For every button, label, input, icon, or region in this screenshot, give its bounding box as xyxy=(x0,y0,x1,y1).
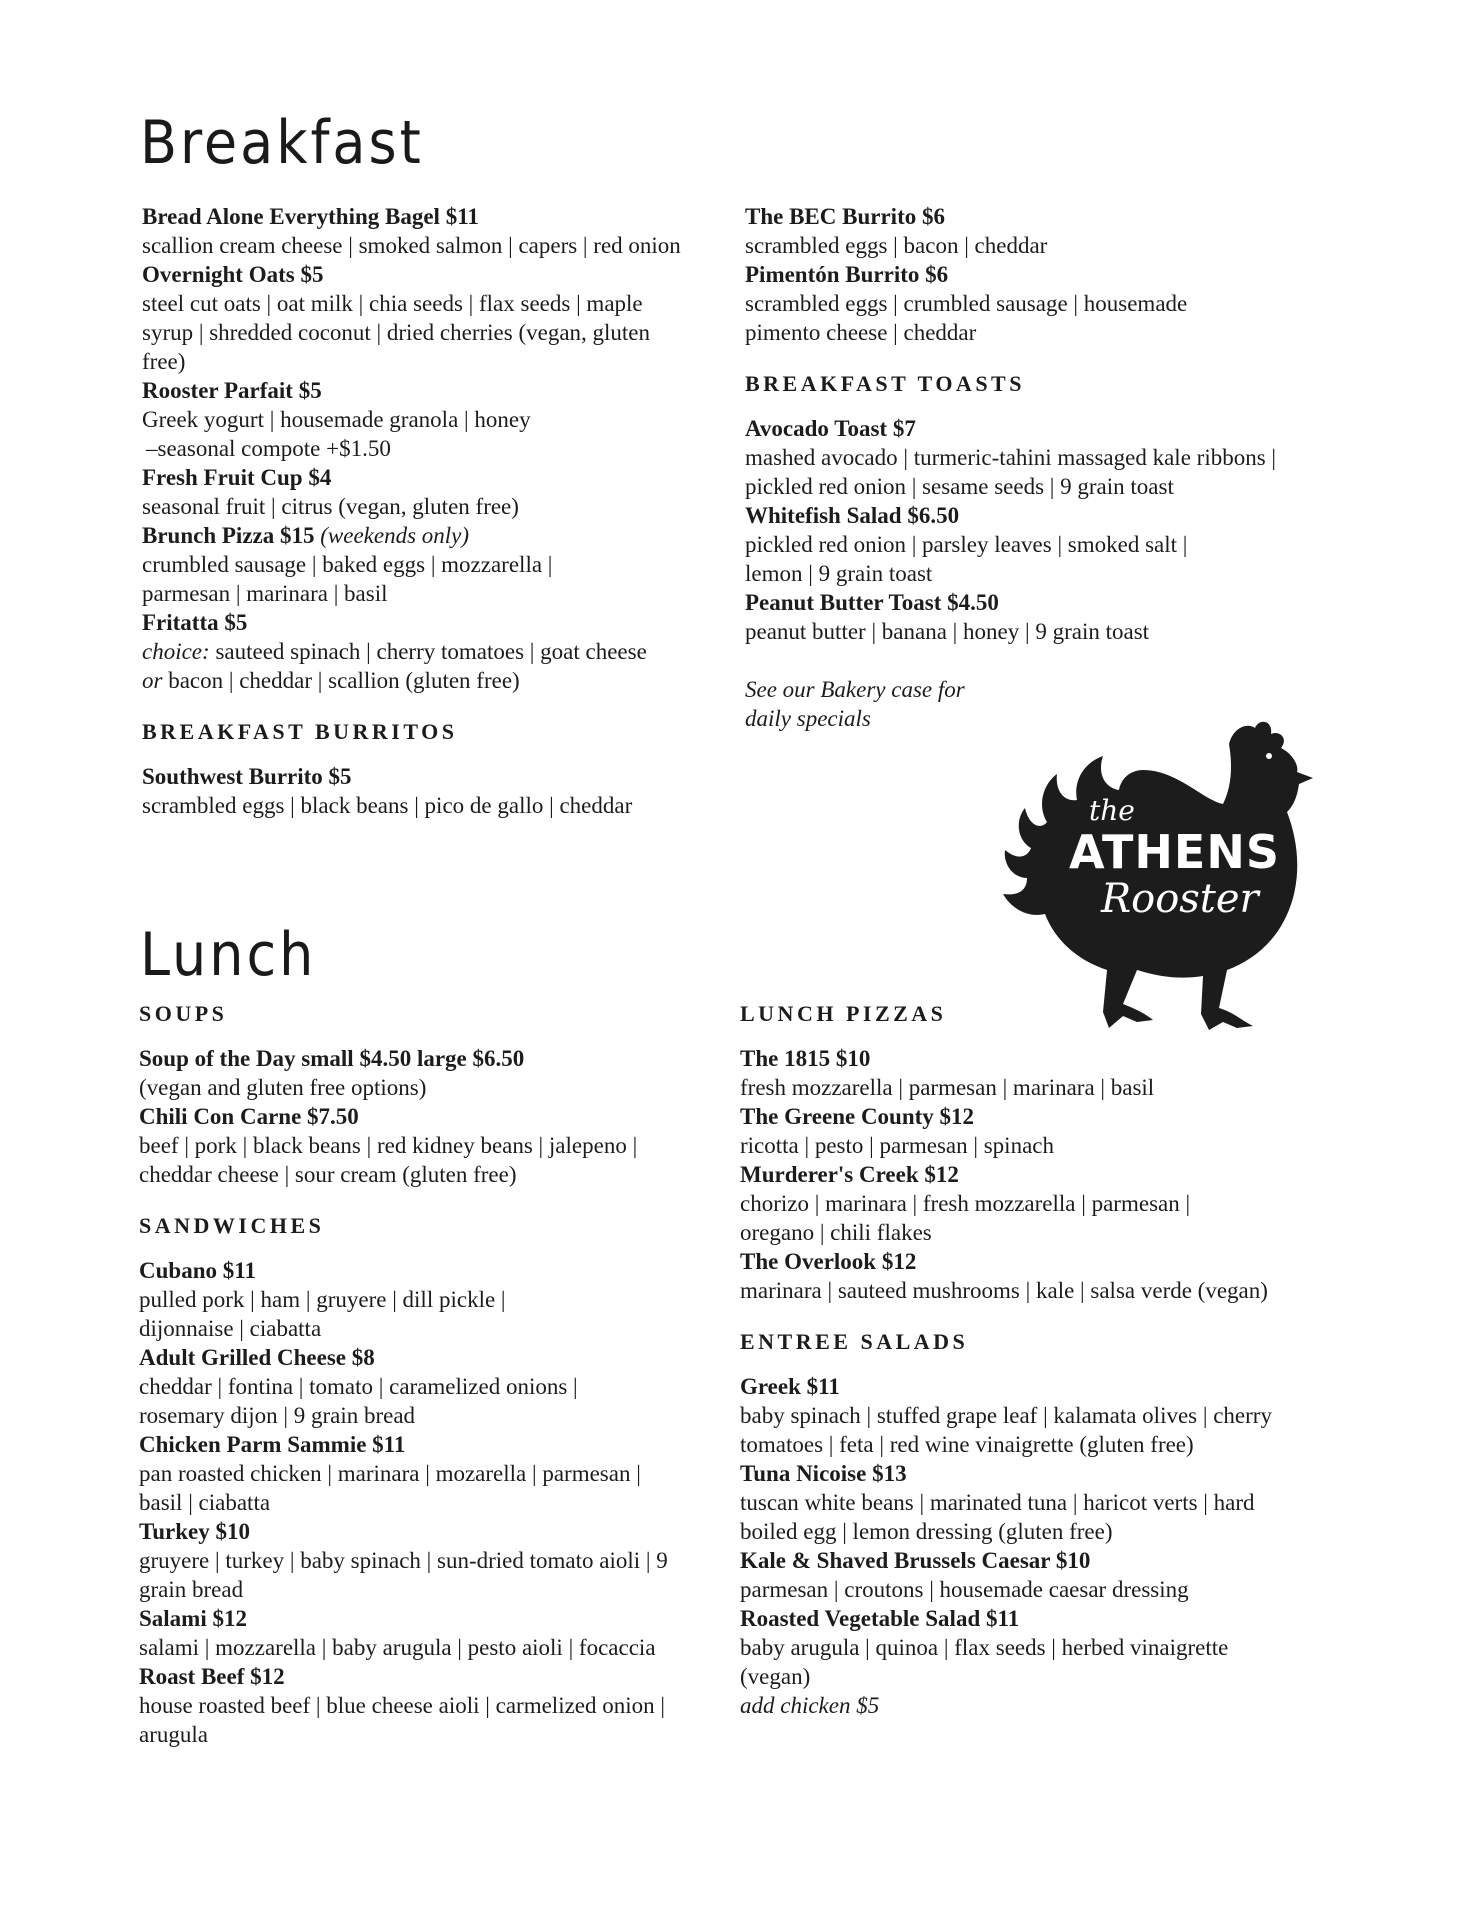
item-desc: mashed avocado | turmeric-tahini massaged kale ribbons | pickled red onion | sesame seeds | 9 grain toast xyxy=(745,445,1277,499)
item-desc: bacon | cheddar | scallion (gluten free) xyxy=(168,668,520,693)
item-desc: steel cut oats | oat milk | chia seeds | flax seeds | maple syrup | shredded coconut | dried cherries (vegan, gluten free) xyxy=(142,291,651,374)
lunch-title: Lunch xyxy=(140,920,317,990)
item-name: Overnight Oats $5 xyxy=(142,262,324,287)
item-desc: chorizo | marinara | fresh mozzarella | parmesan | oregano | chili flakes xyxy=(740,1191,1191,1245)
section-heading: SANDWICHES xyxy=(139,1213,325,1238)
item-name: Salami $12 xyxy=(139,1606,247,1631)
menu-item xyxy=(139,1517,699,1604)
lunch-left-column xyxy=(139,1000,699,1749)
logo-the: the xyxy=(1089,794,1135,827)
item-name: Murderer's Creek $12 xyxy=(740,1162,959,1187)
item-desc: baby arugula | quinoa | flax seeds | herbed vinaigrette (vegan) xyxy=(740,1635,1229,1689)
item-desc: pulled pork | ham | gruyere | dill pickle | dijonnaise | ciabatta xyxy=(139,1287,506,1341)
menu-item xyxy=(139,1604,699,1662)
item-name: Bread Alone Everything Bagel $11 xyxy=(142,204,479,229)
add-chicken-note: add chicken $5 xyxy=(740,1693,880,1718)
item-desc: pickled red onion | parsley leaves | smoked salt | lemon | 9 grain toast xyxy=(745,532,1188,586)
section-heading: LUNCH PIZZAS xyxy=(740,1001,947,1026)
section-heading: ENTREE SALADS xyxy=(740,1329,969,1354)
item-desc: Greek yogurt | housemade granola | honey xyxy=(142,407,531,432)
menu-item xyxy=(740,1044,1295,1102)
menu-item xyxy=(745,202,1290,260)
menu-item xyxy=(740,1372,1295,1459)
item-desc: (vegan and gluten free options) xyxy=(139,1075,427,1100)
menu-item xyxy=(740,1604,1295,1691)
item-desc: seasonal fruit | citrus (vegan, gluten free) xyxy=(142,494,519,519)
item-desc: fresh mozzarella | parmesan | marinara | basil xyxy=(740,1075,1155,1100)
menu-item xyxy=(139,1343,699,1430)
section-heading: SOUPS xyxy=(139,1001,228,1026)
item-name: The Greene County $12 xyxy=(740,1104,975,1129)
item-name: The Overlook $12 xyxy=(740,1249,917,1274)
item-name: The BEC Burrito $6 xyxy=(745,204,945,229)
menu-item xyxy=(142,463,712,521)
bakery-note: See our Bakery case for daily specials xyxy=(745,677,965,731)
menu-item xyxy=(139,1102,699,1189)
menu-item xyxy=(740,1247,1295,1305)
menu-item xyxy=(745,501,1290,588)
menu-item xyxy=(740,1546,1295,1604)
item-name: Peanut Butter Toast $4.50 xyxy=(745,590,999,615)
item-name: Pimentón Burrito $6 xyxy=(745,262,949,287)
item-name: Adult Grilled Cheese $8 xyxy=(139,1345,375,1370)
menu-item xyxy=(142,608,712,695)
menu-item xyxy=(142,521,712,608)
item-name: Tuna Nicoise $13 xyxy=(740,1461,907,1486)
item-name: Cubano $11 xyxy=(139,1258,256,1283)
item-name: The 1815 $10 xyxy=(740,1046,871,1071)
or-label: or xyxy=(142,668,163,693)
item-desc: marinara | sauteed mushrooms | kale | salsa verde (vegan) xyxy=(740,1278,1268,1303)
item-desc: parmesan | croutons | housemade caesar dressing xyxy=(740,1577,1189,1602)
logo-rooster: Rooster xyxy=(1101,876,1259,922)
item-desc-line xyxy=(142,637,712,666)
menu-item xyxy=(745,588,1290,646)
item-name: Chicken Parm Sammie $11 xyxy=(139,1432,406,1457)
menu-item xyxy=(740,1102,1295,1160)
item-name: Turkey $10 xyxy=(139,1519,250,1544)
menu-item xyxy=(740,1160,1295,1247)
item-name: Fritatta $5 xyxy=(142,610,248,635)
breakfast-title: Breakfast xyxy=(140,108,424,178)
item-note: (weekends only) xyxy=(320,523,470,548)
item-desc: scrambled eggs | black beans | pico de gallo | cheddar xyxy=(142,793,633,818)
item-desc: peanut butter | banana | honey | 9 grain toast xyxy=(745,619,1150,644)
item-name: Soup of the Day small $4.50 large $6.50 xyxy=(139,1046,525,1071)
menu-item xyxy=(142,762,712,820)
breakfast-right-column xyxy=(745,202,1290,733)
breakfast-left-column xyxy=(142,202,712,820)
item-desc: gruyere | turkey | baby spinach | sun-dried tomato aioli | 9 grain bread xyxy=(139,1548,668,1602)
item-name: Chili Con Carne $7.50 xyxy=(139,1104,359,1129)
menu-item xyxy=(139,1430,699,1517)
menu-item xyxy=(142,202,712,260)
item-desc: scrambled eggs | crumbled sausage | housemade pimento cheese | cheddar xyxy=(745,291,1188,345)
item-name: Roasted Vegetable Salad $11 xyxy=(740,1606,1020,1631)
menu-item xyxy=(139,1044,699,1102)
item-desc: sauteed spinach | cherry tomatoes | goat cheese xyxy=(215,639,647,664)
menu-item xyxy=(745,260,1290,347)
item-desc-line xyxy=(142,666,712,695)
menu-item xyxy=(740,1459,1295,1546)
item-desc: baby spinach | stuffed grape leaf | kalamata olives | cherry tomatoes | feta | red wine vinaigrette (gluten free) xyxy=(740,1403,1272,1457)
section-heading: BREAKFAST TOASTS xyxy=(745,371,1025,396)
menu-item xyxy=(142,376,712,463)
menu-item xyxy=(139,1662,699,1749)
item-desc: crumbled sausage | baked eggs | mozzarella | parmesan | marinara | basil xyxy=(142,552,553,606)
item-desc: scrambled eggs | bacon | cheddar xyxy=(745,233,1048,258)
logo-athens: ATHENS xyxy=(1069,825,1280,879)
item-name: Rooster Parfait $5 xyxy=(142,378,322,403)
item-desc: house roasted beef | blue cheese aioli | carmelized onion | arugula xyxy=(139,1693,665,1747)
item-name: Roast Beef $12 xyxy=(139,1664,285,1689)
section-heading: BREAKFAST BURRITOS xyxy=(142,719,458,744)
item-desc: pan roasted chicken | marinara | mozarella | parmesan | basil | ciabatta xyxy=(139,1461,641,1515)
item-desc: ricotta | pesto | parmesan | spinach xyxy=(740,1133,1054,1158)
item-name: Brunch Pizza $15 xyxy=(142,523,315,548)
item-name: Fresh Fruit Cup $4 xyxy=(142,465,332,490)
item-name: Southwest Burrito $5 xyxy=(142,764,352,789)
menu-item xyxy=(142,260,712,376)
menu-item xyxy=(139,1256,699,1343)
item-name: Whitefish Salad $6.50 xyxy=(745,503,960,528)
item-desc: salami | mozzarella | baby arugula | pesto aioli | focaccia xyxy=(139,1635,656,1660)
item-desc: beef | pork | black beans | red kidney beans | jalepeno | cheddar cheese | sour cream (gluten free) xyxy=(139,1133,638,1187)
rooster-logo xyxy=(997,708,1331,1048)
item-desc: cheddar | fontina | tomato | caramelized onions | rosemary dijon | 9 grain bread xyxy=(139,1374,578,1428)
menu-item xyxy=(745,414,1290,501)
item-desc: tuscan white beans | marinated tuna | haricot verts | hard boiled egg | lemon dressing (gluten free) xyxy=(740,1490,1255,1544)
choice-label: choice: xyxy=(142,639,210,664)
item-desc: scallion cream cheese | smoked salmon | capers | red onion xyxy=(142,233,681,258)
lunch-right-column xyxy=(740,1000,1295,1720)
item-name: Kale & Shaved Brussels Caesar $10 xyxy=(740,1548,1091,1573)
item-name: Greek $11 xyxy=(740,1374,840,1399)
item-name: Avocado Toast $7 xyxy=(745,416,916,441)
item-addon: –seasonal compote +$1.50 xyxy=(146,436,391,461)
